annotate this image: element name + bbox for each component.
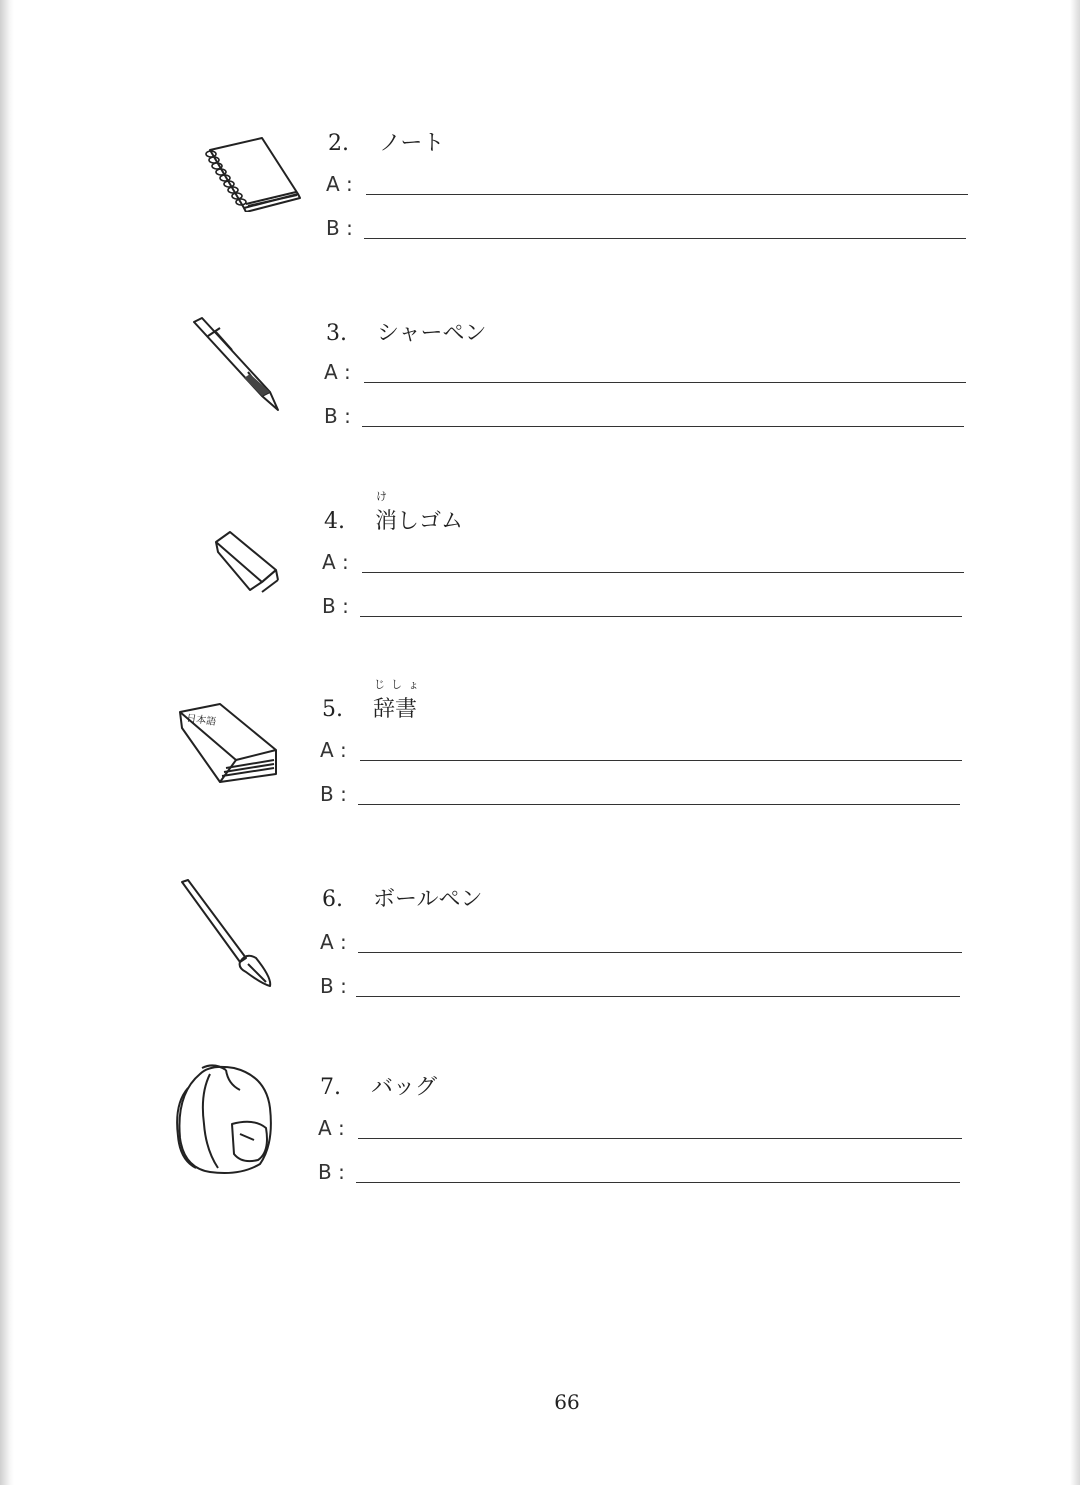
answer-row-a <box>320 738 965 764</box>
exercise-item-4 <box>0 488 1080 638</box>
item-word: シャーペン <box>377 321 487 346</box>
answer-label-b: B : <box>326 216 353 240</box>
answer-line-a[interactable] <box>362 572 964 573</box>
answer-row-b <box>320 782 965 808</box>
item-heading <box>320 1070 437 1101</box>
answer-line-b[interactable] <box>364 238 966 239</box>
item-number: 3. <box>326 321 347 346</box>
ballpoint-pen-icon <box>176 878 276 990</box>
answer-row-a <box>322 550 967 576</box>
answer-row-b <box>318 1160 963 1186</box>
exercise-item-2 <box>0 120 1080 270</box>
answer-line-b[interactable] <box>360 616 962 617</box>
dictionary-icon <box>176 702 280 786</box>
answer-row-b <box>320 974 965 1000</box>
notebook-icon <box>200 132 304 212</box>
item-number: 4. <box>324 509 345 534</box>
answer-line-b[interactable] <box>358 804 960 805</box>
page-number: 66 <box>554 1390 580 1414</box>
answer-row-b <box>326 216 971 242</box>
answer-row-a <box>320 930 965 956</box>
answer-label-b: B : <box>320 782 347 806</box>
item-heading <box>324 504 463 535</box>
answer-line-a[interactable] <box>366 194 968 195</box>
answer-label-b: B : <box>320 974 347 998</box>
item-heading <box>328 126 444 157</box>
item-word: 消しゴム <box>375 509 464 534</box>
answer-label-a: A : <box>320 738 347 762</box>
exercise-item-5 <box>0 676 1080 826</box>
answer-label-b: B : <box>324 404 351 428</box>
item-heading <box>322 882 483 913</box>
backpack-icon <box>170 1064 276 1176</box>
item-number: 5. <box>322 697 343 722</box>
exercise-item-7 <box>0 1064 1080 1214</box>
answer-label-a: A : <box>318 1116 345 1140</box>
answer-line-b[interactable] <box>356 1182 960 1183</box>
item-ruby: け <box>376 490 393 503</box>
answer-label-b: B : <box>322 594 349 618</box>
answer-label-a: A : <box>320 930 347 954</box>
item-word: バッグ <box>371 1075 438 1100</box>
answer-line-b[interactable] <box>362 426 964 427</box>
answer-line-b[interactable] <box>356 996 960 997</box>
item-word: 辞書 <box>373 697 418 722</box>
answer-row-b <box>324 404 969 430</box>
answer-row-b <box>322 594 967 620</box>
answer-line-a[interactable] <box>360 760 962 761</box>
answer-label-a: A : <box>322 550 349 574</box>
item-number: 2. <box>328 131 349 156</box>
answer-row-a <box>324 360 969 386</box>
answer-row-a <box>318 1116 963 1142</box>
answer-line-a[interactable] <box>358 952 962 953</box>
exercise-item-3 <box>0 310 1080 460</box>
item-number: 6. <box>322 887 343 912</box>
item-heading <box>322 692 417 723</box>
answer-label-a: A : <box>324 360 351 384</box>
item-word: ノート <box>379 131 445 156</box>
answer-row-a <box>326 172 971 198</box>
item-number: 7. <box>320 1075 341 1100</box>
item-word: ボールペン <box>373 887 483 912</box>
exercise-item-6 <box>0 878 1080 1028</box>
item-ruby: じしょ <box>374 678 425 691</box>
item-heading <box>326 316 487 347</box>
answer-label-a: A : <box>326 172 353 196</box>
answer-line-a[interactable] <box>364 382 966 383</box>
dictionary-cover-text: 日本語 <box>185 713 217 729</box>
answer-line-a[interactable] <box>358 1138 962 1139</box>
eraser-icon <box>212 528 282 594</box>
mechanical-pencil-icon <box>188 316 288 412</box>
answer-label-b: B : <box>318 1160 345 1184</box>
